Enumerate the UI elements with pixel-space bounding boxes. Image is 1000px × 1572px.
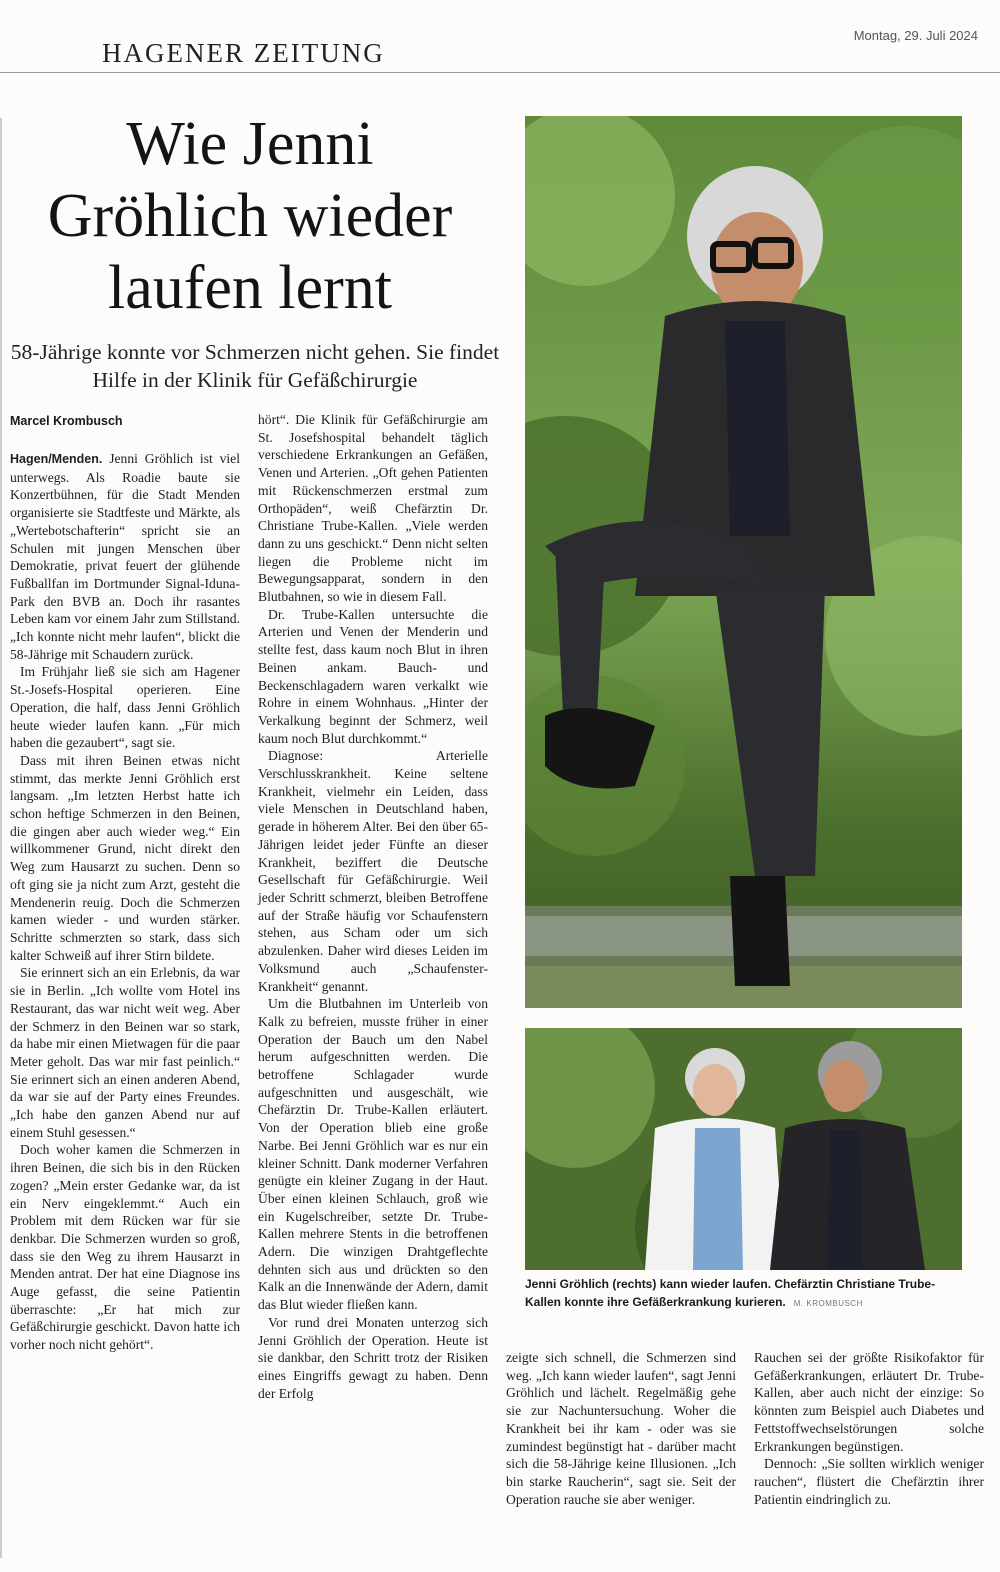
newspaper-name: HAGENER ZEITUNG: [102, 38, 385, 68]
article-paragraph: Hagen/Menden. Jenni Gröhlich ist viel unterwegs. Als Roadie baute sie Konzertbühnen, für die Stadt Menden organisierte sie Stadtfeste und Märkte, als „Wertebotschafterin“ spricht sie an Schulen mit jungen Menschen über Demokratie, privat feuert der glühende Fußballfan im Dortmunder Signal-Iduna-Park den BVB an. Doch ihr rasantes Leben kam vor einem Jahr zum Stillstand. „Ich konnte nicht mehr laufen“, blickt die 58-Jährige mit Schaudern zurück.: [10, 451, 240, 662]
article-column-3: [506, 1349, 736, 1508]
article-paragraph: Dennoch: „Sie sollten wirklich weniger rauchen“, flüstert die Chefärztin ihrer Patientin eindringlich zu.: [754, 1456, 984, 1507]
caption-text: Jenni Gröhlich (rechts) kann wieder laufen. Chefärztin Christiane Trube-Kallen konnte ihre Gefäßerkrankung kurieren.: [525, 1277, 936, 1309]
article-paragraph: Rauchen sei der größte Risikofaktor für Gefäßerkrankungen, erläutert Dr. Trube-Kallen, aber auch nicht der einzige: So könnten zum Beispiel auch Diabetes und Fettstoffwechselstörungen solche Erkrankungen begünstigen.: [754, 1350, 984, 1454]
page-edge: [0, 118, 2, 1558]
masthead: [0, 0, 1000, 73]
article-column-2: [258, 411, 488, 1402]
doctor-patient-photo: [525, 1028, 962, 1270]
article-headline: Wie Jenni Gröhlich wieder laufen lernt: [47, 110, 453, 322]
issue-date: Montag, 29. Juli 2024: [853, 28, 978, 43]
photo-credit: M. KROMBUSCH: [793, 1299, 863, 1308]
article-author: Marcel Krombusch: [10, 414, 123, 428]
article-paragraph: hört“. Die Klinik für Gefäßchirurgie am St. Josefshospital behandelt täglich verschiedene Erkrankungen an Gefäßen, Venen und Arterien. „Oft gehen Patienten mit Rückenschmerzen erstmal zum Orthopäden“, weiß Chefärztin Dr. Christiane Trube-Kallen. „Viele werden dann zu uns geschickt.“ Denn nicht selten liegen die Probleme nicht im Bewegungsapparat, sondern in den Blutbahnen, so wie in diesem Fall.: [258, 412, 488, 605]
article-paragraph: Vor rund drei Monaten unterzog sich Jenni Gröhlich der Operation. Heute ist sie dankbar, den Schritt trotz der Risiken eines Eingriffs gewagt zu haben. Denn der Erfolg: [258, 1314, 488, 1401]
article-column-4: [754, 1349, 984, 1508]
article-paragraph: Diagnose: Arterielle Verschlusskrankheit. Keine seltene Krankheit, vielmehr ein Leiden, dass viele Menschen in Deutschland haben, gerade in höherem Alter. Bei den über 65-Jährigen leidet jeder Fünfte an dieser Krankheit, beziffert die Deutsche Gesellschaft für Gefäßchirurgie. Weil jeder Schritt schmerzt, bleiben Betroffene auf der Straße häufig vor Schaufenstern stehen, aus Scham oder um sich abzulenken. Daher wird dieses Leiden im Volksmund auch „Schaufenster-Krankheit“ genannt.: [258, 748, 488, 994]
article-paragraph: Dass mit ihren Beinen etwas nicht stimmt, das merkte Jenni Gröhlich erst langsam. „Im letzten Herbst hatte ich schon heftige Schmerzen in den Beinen, die gingen aber auch wieder weg.“ Ein willkommener Grund, nicht direkt den Weg zum Hausarzt zu suchen. Denn so oft ging sie ja nicht zum Arzt, gesteht die Mendenerin reuig. Doch die Schmerzen kamen wieder - und wurden stärker. Schritte schmerzten so stark, dass sich kalter Schweiß auf ihrer Stirn bildete.: [10, 752, 240, 963]
article-column-1: [10, 450, 240, 1354]
article-paragraph: Im Frühjahr ließ sie sich am Hagener St.-Josefs-Hospital operieren. Eine Operation, die half, dass Jenni Gröhlich heute wieder laufen kann. „Für mich haben die gezaubert“, sagt sie.: [10, 664, 240, 751]
dateline: Hagen/Menden.: [10, 452, 103, 466]
article-paragraph: Dr. Trube-Kallen untersuchte die Arterien und Venen der Menderin und stellte fest, dass kaum noch Blut in ihren Beinen ankam. Bauch- und Beckenschlagadern waren verkalkt wie Rohre in einem Wohnhaus. „Hinter der Verkalkung beginnt der Schmerz, weil kaum noch Blut durchkommt.“: [258, 606, 488, 746]
article-paragraph: zeigte sich schnell, die Schmerzen sind weg. „Ich kann wieder laufen“, sagt Jenni Gröhlich und lächelt. Regelmäßig gehe sie zur Nachuntersuchung. Woher die Krankheit bei ihr kam - oder was sie zumindest begünstigt hat - darüber macht sich die 58-Jährige keine Illusionen. „Ich bin starke Raucherin“, sagt sie. Seit der Operation rauche sie aber weniger.: [506, 1350, 736, 1507]
photo-caption: [525, 1275, 965, 1313]
article-paragraph: Um die Blutbahnen im Unterleib von Kalk zu befreien, musste früher in einer Operation der Bauch um den Nabel herum aufgeschnitten werden. Die betroffene Schlagader wurde aufgeschnitten und ausgeschält, wie Chefärztin Dr. Trube-Kallen erläutert. Von der Operation blieb eine große Narbe. Bei Jenni Gröhlich war es nur ein kleiner Schnitt. Dank moderner Verfahren genügte ein kleiner Zugang in der Haut. Über einen kleinen Schlauch, groß wie ein Kugelschreiber, setzte Dr. Trube-Kallen mehrere Stents in die betroffenen Adern. Die winzigen Drahtgeflechte dehnten sich aus und drückten so den Kalk an die Innenwände der Adern, damit das Blut wieder fließen kann.: [258, 996, 488, 1313]
main-photo: [525, 116, 962, 1008]
article-subheadline: 58-Jährige konnte vor Schmerzen nicht gehen. Sie findet Hilfe in der Klinik für Gefäßchirurgie: [10, 340, 500, 392]
article-paragraph: Doch woher kamen die Schmerzen in ihren Beinen, die sich bis in den Rücken zogen? „Mein erster Gedanke war, da ist ein Nerv eingeklemmt.“ Auch ein Problem mit dem Rücken war für sie denkbar. Die Schmerzen wurden so groß, dass sie den Weg zu ihrem Hausarzt in Menden antrat. Der hat eine Diagnose ins Auge gefasst, die seine Patientin überraschte: „Er hat mich zur Gefäßchirurgie geschickt. Davon hatte ich vorher noch nicht gehört“.: [10, 1142, 240, 1353]
article-paragraph: Sie erinnert sich an ein Erlebnis, da war sie in Berlin. „Ich wollte vom Hotel ins Restaurant, das war nicht weit weg. Aber der Schmerz in den Beinen war so stark, da habe mir einen Mietwagen für die paar Meter geholt. Das war mir fast peinlich.“ Sie erinnert sich an einen anderen Abend, da war sie auf der Party eines Freundes. „Ich habe den ganzen Abend nur auf einem Stuhl gesessen.“: [10, 965, 240, 1140]
